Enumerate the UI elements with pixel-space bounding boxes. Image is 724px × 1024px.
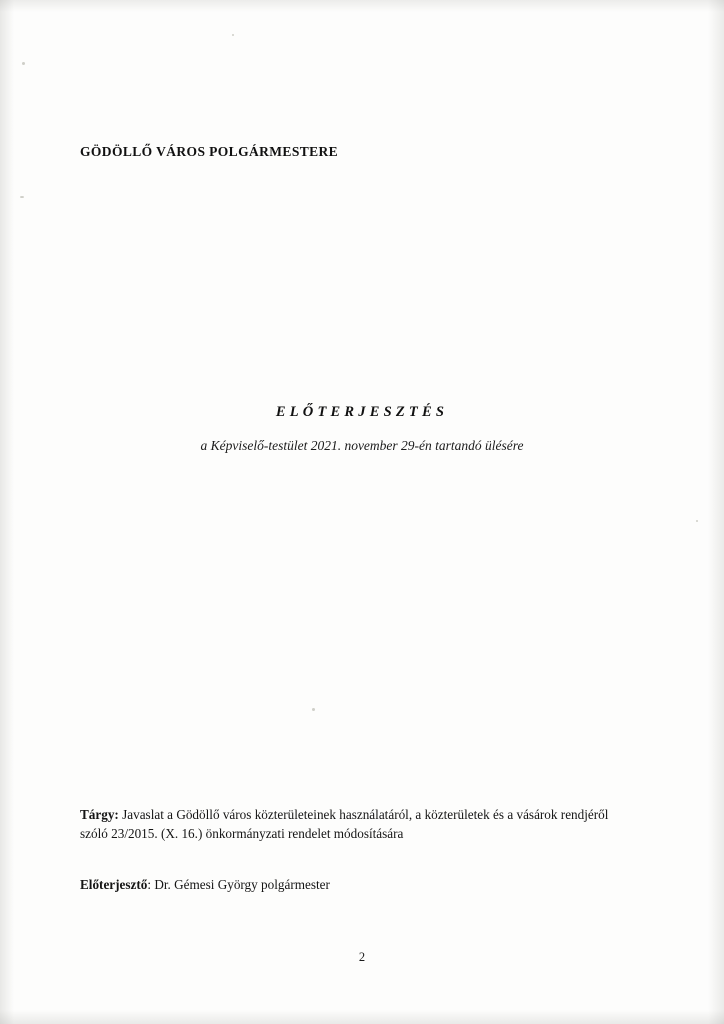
presenter-field xyxy=(80,876,628,895)
subject-field xyxy=(80,806,628,843)
subject-value: Javaslat a Gödöllő város közterületeinek használatáról, a közterületek és a vásárok rendjéről szóló 23/2015. (X. 16.) önkormányzati rendelet módosítására xyxy=(80,807,609,841)
presenter-label: Előterjesztő xyxy=(80,877,148,892)
document-subtitle: a Képviselő-testület 2021. november 29-én tartandó ülésére xyxy=(200,438,524,453)
document-title: ELŐTERJESZTÉS xyxy=(275,404,449,420)
subject-label: Tárgy: xyxy=(80,807,119,822)
scan-edge-top xyxy=(0,0,724,12)
scan-speck xyxy=(696,520,698,522)
organization-header: GÖDÖLLŐ VÁROS POLGÁRMESTERE xyxy=(80,144,339,159)
scan-speck xyxy=(312,708,315,711)
scan-edge-bottom xyxy=(0,1010,724,1024)
scan-speck xyxy=(232,34,234,36)
presenter-value: : Dr. Gémesi György polgármester xyxy=(147,877,330,892)
scan-speck xyxy=(20,196,24,198)
scan-edge-left xyxy=(0,0,14,1024)
scan-edge-right xyxy=(708,0,724,1024)
scan-speck xyxy=(22,62,25,65)
page-number: 2 xyxy=(358,950,366,964)
